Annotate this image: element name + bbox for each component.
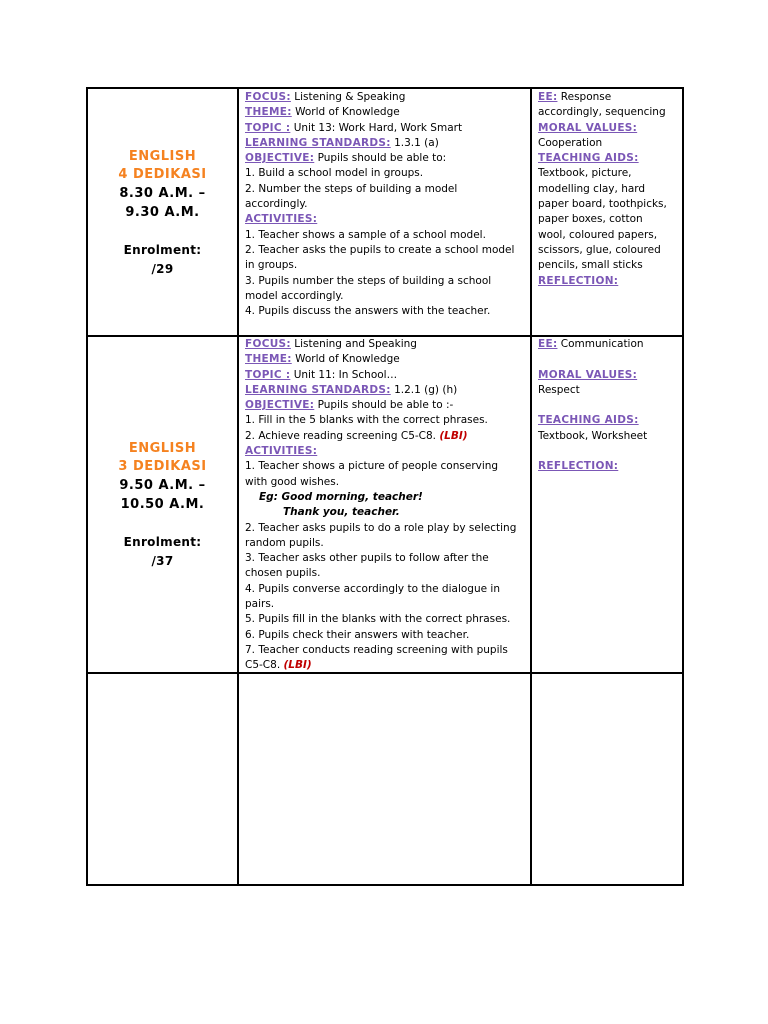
activity-line: random pupils. (245, 536, 324, 549)
activity-line: 5. Pupils fill in the blanks with the correct phrases. (245, 613, 511, 626)
row2-lesson-cell (245, 337, 527, 674)
lbi-tag: (LBI) (283, 659, 312, 672)
ee-label: EE: (538, 91, 558, 103)
activity-line: 3. Pupils number the steps of building a school (245, 274, 492, 287)
focus-value: Listening & Speaking (294, 91, 406, 103)
enrolment-label: Enrolment: (123, 243, 202, 257)
activity-line: 6. Pupils check their answers with teacher. (245, 628, 470, 641)
objective-line: 1. Fill in the 5 blanks with the correct phrases. (245, 414, 488, 427)
teaching-aids-line: wool, coloured papers, (538, 228, 658, 241)
row2-class-cell (88, 440, 237, 571)
moral-values-value: Respect (538, 383, 580, 396)
topic-value: Unit 13: Work Hard, Work Smart (293, 121, 463, 134)
activities-label: ACTIVITIES: (245, 445, 318, 458)
row2-notes-cell (538, 337, 682, 475)
theme-label: THEME: (245, 353, 292, 366)
time-start: 9.50 A.M. – (119, 478, 206, 493)
activities-label: ACTIVITIES: (245, 213, 318, 226)
ee-value: Communication (560, 338, 644, 350)
topic-label: TOPIC : (245, 368, 291, 381)
topic-value: Unit 11: In School… (293, 368, 398, 381)
ee-value-cont: accordingly, sequencing (538, 106, 666, 119)
row1-lesson-cell (245, 90, 527, 319)
teaching-aids-line: pencils, small sticks (538, 259, 643, 272)
teaching-aids-line: scissors, glue, coloured (538, 243, 661, 256)
moral-values-label: MORAL VALUES: (538, 368, 638, 381)
activity-line: in groups. (245, 259, 298, 272)
class-label: 3 DEDIKASI (118, 459, 207, 474)
activity-line: 4. Pupils discuss the answers with the teacher. (245, 305, 491, 318)
enrolment-value: /37 (151, 554, 174, 568)
time-end: 9.30 A.M. (125, 205, 200, 220)
learning-standards-value: 1.3.1 (a) (394, 136, 439, 149)
focus-value: Listening and Speaking (294, 338, 417, 350)
example-line: Thank you, teacher. (283, 506, 400, 519)
class-label: 4 DEDIKASI (118, 167, 207, 182)
activity-line: 2. Teacher asks the pupils to create a school model (245, 243, 515, 256)
objective-line: accordingly. (245, 198, 308, 211)
ee-value: Response (560, 91, 612, 103)
reflection-label: REFLECTION: (538, 274, 619, 287)
learning-standards-value: 1.2.1 (g) (h) (394, 383, 458, 396)
activity-line: 7. Teacher conducts reading screening with pupils (245, 643, 508, 656)
activity-line: 4. Pupils converse accordingly to the dialogue in (245, 582, 500, 595)
theme-label: THEME: (245, 106, 292, 119)
teaching-aids-line: Textbook, picture, (538, 167, 632, 180)
theme-value: World of Knowledge (295, 106, 400, 119)
objective-line: 2. Number the steps of building a model (245, 182, 458, 195)
objective-value: Pupils should be able to :- (317, 399, 454, 412)
enrolment-label: Enrolment: (123, 535, 202, 549)
row1-notes-cell (538, 90, 682, 289)
teaching-aids-line: paper board, toothpicks, (538, 198, 667, 211)
activity-line: 1. Teacher shows a sample of a school model. (245, 228, 486, 241)
focus-label: FOCUS: (245, 338, 291, 350)
column-divider-1 (237, 87, 239, 886)
reflection-label: REFLECTION: (538, 460, 619, 473)
activity-line: model accordingly. (245, 289, 344, 302)
activity-line: 1. Teacher shows a picture of people conserving (245, 460, 499, 473)
subject-label: ENGLISH (128, 441, 197, 456)
ee-label: EE: (538, 338, 558, 350)
teaching-aids-label: TEACHING AIDS: (538, 152, 639, 165)
activity-line: 3. Teacher asks other pupils to follow after the (245, 552, 489, 565)
teaching-aids-line: paper boxes, cotton (538, 213, 643, 226)
enrolment-value: /29 (151, 262, 174, 276)
activity-line: C5-C8. (245, 659, 281, 672)
teaching-aids-value: Textbook, Worksheet (538, 429, 648, 442)
time-end: 10.50 A.M. (120, 497, 205, 512)
activity-line: 2. Teacher asks pupils to do a role play by selecting (245, 521, 517, 534)
time-start: 8.30 A.M. – (119, 186, 206, 201)
topic-label: TOPIC : (245, 121, 291, 134)
objective-value: Pupils should be able to: (317, 152, 447, 165)
teaching-aids-line: modelling clay, hard (538, 182, 646, 195)
activity-line: chosen pupils. (245, 567, 321, 580)
learning-standards-label: LEARNING STANDARDS: (245, 136, 391, 149)
objective-line: 2. Achieve reading screening C5-C8. (245, 429, 437, 442)
subject-label: ENGLISH (128, 149, 197, 164)
moral-values-value: Cooperation (538, 136, 603, 149)
objective-line: 1. Build a school model in groups. (245, 167, 424, 180)
example-line: Eg: Good morning, teacher! (259, 490, 423, 503)
lbi-tag: (LBI) (439, 429, 468, 442)
teaching-aids-label: TEACHING AIDS: (538, 414, 639, 427)
objective-label: OBJECTIVE: (245, 152, 315, 165)
activity-line: pairs. (245, 598, 275, 611)
objective-label: OBJECTIVE: (245, 399, 315, 412)
learning-standards-label: LEARNING STANDARDS: (245, 383, 391, 396)
activity-line: with good wishes. (245, 475, 340, 488)
moral-values-label: MORAL VALUES: (538, 121, 638, 134)
row1-class-cell (88, 148, 237, 279)
column-divider-2 (530, 87, 532, 886)
focus-label: FOCUS: (245, 91, 291, 103)
theme-value: World of Knowledge (295, 353, 400, 366)
